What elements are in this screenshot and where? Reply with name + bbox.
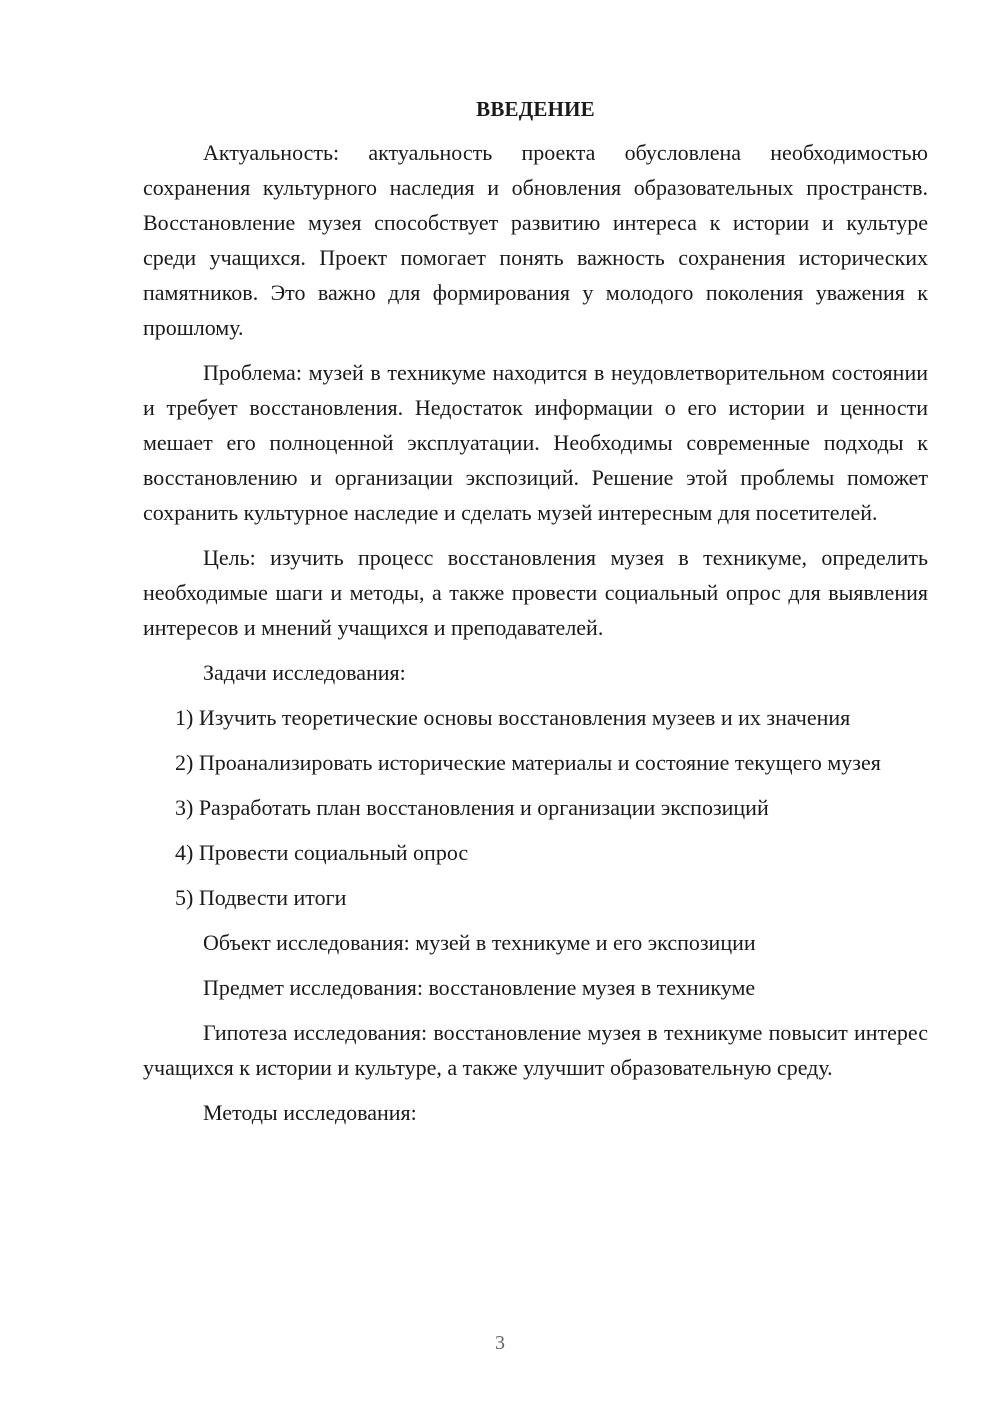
- goal-paragraph: Цель: изучить процесс восстановления музея в техникуме, определить необходимые шаги и методы, а также провести социальный опрос для выявления интересов и мнений учащихся и преподавателей.: [143, 545, 928, 640]
- list-item: 4) Провести социальный опрос: [175, 840, 469, 865]
- object-paragraph: Объект исследования: музей в техникуме и его экспозиции: [203, 930, 756, 955]
- relevance-paragraph: Актуальность: актуальность проекта обусловлена необходимостью сохранения культурного наследия и обновления образовательных пространств. Восстановление музея способствует развитию интереса к истории и культуре среди учащихся. Проект помогает понять важность сохранения исторических памятников. Это важно для формирования у молодого поколения уважения к прошлому.: [143, 140, 928, 340]
- list-item: 1) Изучить теоретические основы восстановления музеев и их значения: [175, 705, 851, 730]
- list-item: 3) Разработать план восстановления и организации экспозиций: [175, 795, 769, 820]
- page-number: 3: [495, 1332, 505, 1354]
- methods-heading: Методы исследования:: [203, 1100, 417, 1125]
- page-title: ВВЕДЕНИЕ: [476, 97, 595, 121]
- list-item: 2) Проанализировать исторические материалы и состояние текущего музея: [175, 750, 881, 775]
- problem-paragraph: Проблема: музей в техникуме находится в неудовлетворительном состоянии и требует восстановления. Недостаток информации о его истории и ценности мешает его полноценной эксплуатации. Необходимы современные подходы к восстановлению и организации экспозиций. Решение этой проблемы поможет сохранить культурное наследие и сделать музей интересным для посетителей.: [143, 360, 928, 525]
- tasks-list: [143, 700, 928, 915]
- document-page: [143, 92, 928, 1140]
- subject-paragraph: Предмет исследования: восстановление музея в техникуме: [203, 975, 756, 1000]
- hypothesis-paragraph: Гипотеза исследования: восстановление музея в техникуме повысит интерес учащихся к истории и культуре, а также улучшит образовательную среду.: [143, 1020, 928, 1080]
- list-item: 5) Подвести итоги: [175, 885, 347, 910]
- tasks-heading: Задачи исследования:: [203, 660, 406, 685]
